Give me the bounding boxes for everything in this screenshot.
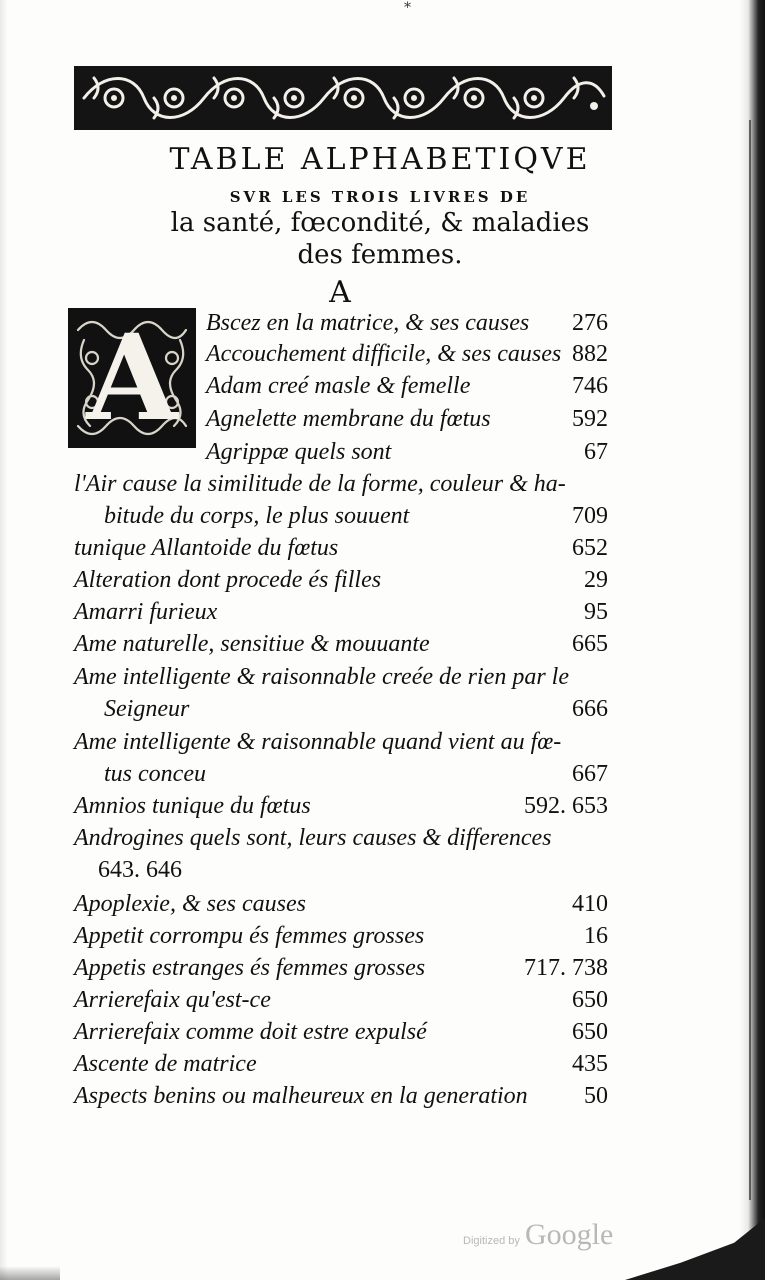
index-entry: Ame naturelle, sensitiue & mouuante: [74, 631, 430, 657]
index-entry: Aspects benins ou malheureux en la generation: [74, 1083, 528, 1109]
index-entry: Appetit corrompu és femmes grosses: [74, 923, 425, 949]
index-page: 410: [572, 891, 608, 917]
index-entry: bitude du corps, le plus souuent: [104, 503, 410, 529]
index-entry: Ascente de matrice: [74, 1051, 257, 1077]
index-page: 50: [584, 1083, 608, 1109]
index-entry: Amnios tunique du fœtus: [74, 793, 311, 819]
index-entry: Adam creé masle & femelle: [206, 373, 471, 399]
index-page: 592: [572, 406, 608, 432]
index-page: 276: [572, 310, 608, 336]
title-line-1: TABLE ALPHABETIQVE: [169, 142, 591, 177]
index-entry: tus conceu: [104, 761, 206, 787]
index-entry: Agnelette membrane du fœtus: [206, 406, 491, 432]
watermark-prefix: Digitized by: [463, 1235, 520, 1247]
index-page: 666: [572, 696, 608, 722]
index-page: 29: [584, 567, 608, 593]
index-page: 95: [584, 599, 608, 625]
drop-cap: [68, 308, 196, 448]
index-page: 643. 646: [98, 857, 182, 883]
index-entry: Alteration dont procede és filles: [74, 567, 382, 593]
index-page: 67: [584, 439, 608, 465]
index-page: 709: [572, 503, 608, 529]
google-logo: Google: [524, 1218, 614, 1251]
index-entry: Bscez en la matrice, & ses causes: [206, 310, 530, 336]
index-page: 717. 738: [524, 955, 608, 981]
index-page: 650: [572, 1019, 608, 1045]
drop-cap-letter: A: [86, 308, 178, 447]
index-entry: Ame intelligente & raisonnable creée de rien par le: [74, 664, 569, 690]
index-page: 592. 653: [524, 793, 608, 819]
index-entry: tunique Allantoide du fœtus: [74, 535, 339, 561]
index-page: 882: [572, 341, 608, 367]
page-edge-right: [739, 0, 765, 1280]
index-entry: Apoplexie, & ses causes: [74, 891, 306, 917]
digitized-watermark: [463, 1218, 613, 1252]
index-page: 746: [572, 373, 608, 399]
index-page: 435: [572, 1051, 608, 1077]
section-letter: A: [329, 275, 351, 310]
index-entry: Seigneur: [104, 696, 190, 722]
index-entry: Ame intelligente & raisonnable quand vient au fœ-: [74, 729, 562, 755]
index-page: 665: [572, 631, 608, 657]
index-entry: Accouchement difficile, & ses causes: [206, 341, 562, 367]
top-mark: *: [404, 0, 411, 16]
index-entry: Amarri furieux: [74, 599, 218, 625]
index-page: 650: [572, 987, 608, 1013]
page-edge-line: [749, 120, 751, 1200]
title-line-2: SVR LES TROIS LIVRES DE: [229, 188, 531, 206]
index-entry: l'Air cause la similitude de la forme, couleur & ha-: [74, 471, 566, 497]
title-line-4: des femmes.: [297, 240, 463, 270]
index-entry: Arrierefaix comme doit estre expulsé: [74, 1019, 427, 1045]
index-entry: Appetis estranges és femmes grosses: [74, 955, 426, 981]
index-page: 667: [572, 761, 608, 787]
index-page: 652: [572, 535, 608, 561]
page-shadow-left: [0, 0, 8, 1280]
page-shadow-bottom-left: [0, 1266, 60, 1280]
index-entry: Androgines quels sont, leurs causes & differences: [74, 825, 552, 851]
index-page: 16: [584, 923, 608, 949]
index-entry: Agrippæ quels sont: [206, 439, 392, 465]
ornament-headpiece: [74, 66, 612, 130]
title-line-3: la santé, fœcondité, & maladies: [170, 208, 590, 238]
index-entry: Arrierefaix qu'est-ce: [74, 987, 271, 1013]
